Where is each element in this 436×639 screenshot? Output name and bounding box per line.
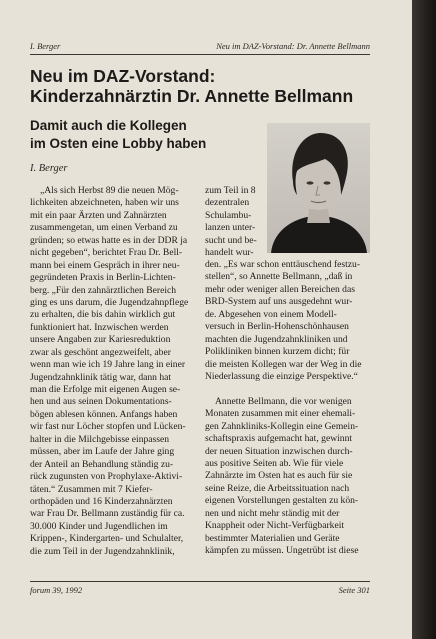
text-line: der neuen Situation inzwischen durch- [205, 445, 353, 457]
subtitle-line-1: Damit auch die Kollegen [30, 118, 187, 133]
text-line: müssen, aber im Laufe der Jahre ging [30, 446, 175, 458]
text-line: schaftspraxis aufgemacht hat, gewinnt [205, 433, 353, 445]
text-line: berg. „Für den zahnärztlichen Bereich [30, 284, 177, 296]
text-line: Knappheit oder Nicht-Verfügbarkeit [205, 520, 345, 532]
text-line: mehr oder weniger allen Bereichen das [205, 283, 355, 295]
header-author: I. Berger [30, 41, 61, 51]
footer-page-number: Seite 301 [338, 585, 370, 595]
text-line: orthopäden und 16 Kinderzahnärzten [30, 495, 173, 507]
text-line: „Als sich Herbst 89 die neuen Mög- [40, 185, 179, 196]
text-line: war Frau Dr. Bellmann zuständig für ca. [30, 508, 185, 520]
text-line: Jugendzahnklinik tätig war, dann hat [30, 371, 172, 383]
article-body-column-beside-photo [205, 185, 265, 260]
footer-journal: forum 39, 1992 [30, 585, 83, 595]
text-line: aus positive Seiten ab. Wie für viele [205, 458, 344, 469]
text-line: lanzen unter- [205, 222, 256, 234]
text-line: Monaten zusammen mit einer ehemali- [205, 408, 356, 420]
text-line: sucht und be- [205, 234, 257, 246]
text-line: lichkeiten abzeichneten, haben wir uns [30, 197, 179, 209]
text-line: versuch in Berlin-Hohenschönhausen [205, 321, 349, 333]
text-line: zu erhalten, die bis dahin wirklich gut [30, 309, 176, 321]
text-line: wenn man wie ich 19 Jahre lang in einer [30, 359, 186, 371]
text-line: die zum Teil in der Jugendzahnklinik, [30, 545, 175, 557]
header-section-title: Neu im DAZ-Vorstand: Dr. Annette Bellmann [216, 41, 370, 51]
article-title [30, 66, 380, 106]
portrait-photo [267, 123, 370, 253]
text-line: der Anteil an Behandlung ständig zu- [30, 458, 174, 470]
text-line: man die Erfolge mit eigenen Augen se- [30, 384, 181, 395]
text-line: hen und aus seinen Dokumentations- [30, 396, 172, 408]
text-line: kämpfen zu müssen. Ungetrübt ist diese [205, 545, 359, 557]
text-line: nicht gegeben“, berichtet Frau Dr. Bell- [30, 247, 183, 259]
text-line: Annette Bellmann, die vor wenigen [215, 395, 352, 407]
text-line: gründen; so etwas hatte es in der DDR ja [30, 234, 188, 246]
text-line: seine Reize, die Arbeitssituation nach [205, 482, 350, 494]
text-line: stellen“, so Annette Bellmann, „daß in [205, 271, 353, 283]
text-line: bögen ablesen können. Anfangs haben [30, 408, 178, 420]
text-line: handelt wur- [205, 247, 254, 259]
text-line: halter in die Milchgebisse einpassen [30, 433, 170, 445]
text-line: Schulambu- [205, 209, 252, 221]
text-line: 30.000 Kinder und Jugendlichen im [30, 520, 168, 532]
text-line [205, 383, 370, 395]
text-line: mann bei einem Gespräch in ihrer neu- [30, 259, 180, 271]
text-line: die meisten Kollegen war der Weg in die [205, 358, 362, 370]
article-byline: I. Berger [30, 163, 68, 174]
text-line: Polikliniken binnen kurzem dicht; für [205, 346, 350, 358]
portrait-image [267, 123, 370, 253]
text-line: BRD-System auf uns ausgedehnt wur- [205, 296, 353, 308]
header-rule [30, 54, 370, 55]
text-line: zwar als geschönt angezweifelt, aber [30, 346, 171, 358]
footer-rule [30, 581, 370, 582]
text-line: gen Zahnkliniks-Kollegin eine Gemein- [205, 420, 359, 432]
subtitle-line-2: im Osten eine Lobby haben [30, 135, 207, 151]
text-line: machten die Jugendzahnkliniken und [205, 333, 348, 345]
book-edge-shadow [412, 0, 436, 639]
title-line-1: Neu im DAZ-Vorstand: [30, 66, 216, 86]
title-line-2: Kinderzahnärztin Dr. Annette Bellmann [30, 86, 354, 106]
text-line: zum Teil in 8 [205, 185, 256, 196]
article-subtitle [30, 117, 260, 152]
text-line: zusammengetan, um einen Verband zu [30, 222, 178, 234]
text-line: unsere Angaben zur Kariesreduktion [30, 334, 171, 346]
text-line: dezentralen [205, 197, 250, 209]
text-line: eigenen Vorstellungen gestalten zu kön- [205, 495, 359, 507]
text-line: täten.“ Zusammen mit 7 Kiefer- [30, 483, 153, 495]
text-line: den. „Es war schon enttäuschend festzu- [205, 259, 361, 270]
text-line: rück zugunsten von Prophylaxe-Aktivi- [30, 471, 183, 483]
text-line: wir fast nur Löcher stopfen und Lücken- [30, 421, 186, 433]
text-line: mit ein paar Ärzten und Zahnärzten [30, 209, 167, 221]
text-line: bestimmter Materialien und Geräte [205, 532, 340, 544]
text-line: Niederlassung die einzige Perspektive.“ [205, 370, 358, 382]
text-line: ging es uns darum, die Jugendzahnpflege [30, 296, 189, 308]
text-line: nen und nicht mehr ständig mit der [205, 507, 340, 519]
text-line: funktioniert hat. Inzwischen werden [30, 321, 169, 333]
text-line: Zahnärzte im Osten hat es auch für sie [205, 470, 353, 482]
text-line: Krippen-, Kindergarten- und Schulalter, [30, 533, 184, 545]
article-body-column-right [205, 259, 370, 558]
text-line: gegründeten Praxis in Berlin-Lichten- [30, 272, 176, 284]
article-body-column-left [30, 185, 198, 558]
text-line: de. Abgesehen von einem Modell- [205, 308, 337, 320]
